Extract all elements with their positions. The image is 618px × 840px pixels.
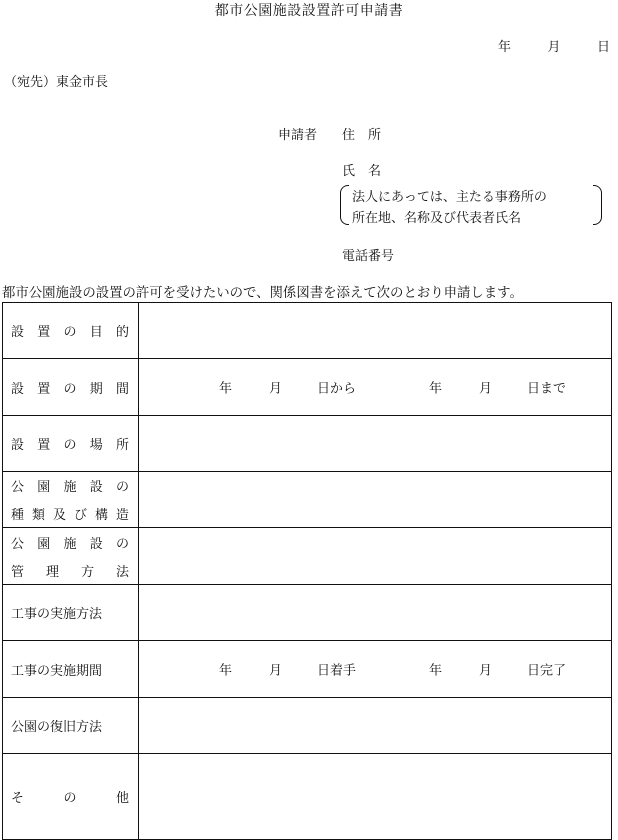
date-line [498, 36, 610, 55]
period-start-month: 月 [269, 381, 283, 397]
table-row [3, 641, 612, 698]
date-year[interactable]: 年 [498, 40, 512, 55]
date-month[interactable]: 月 [547, 40, 561, 55]
construction-start-year: 年 [219, 663, 233, 679]
period-start-year: 年 [219, 381, 233, 397]
purpose-label: 設 置 の 目 的 [3, 303, 139, 359]
table-row [3, 416, 612, 472]
phone-label[interactable]: 電話番号 [342, 249, 395, 264]
table-row [3, 472, 612, 528]
table-row [3, 754, 612, 840]
period-start-day: 日から [317, 381, 357, 397]
table-row [3, 303, 612, 359]
period-end-day: 日まで [527, 381, 567, 397]
construction-end-day: 日完了 [527, 663, 567, 679]
table-row [3, 528, 612, 585]
date-day[interactable]: 日 [596, 40, 610, 55]
application-statement: 都市公園施設の設置の許可を受けたいので、関係図書を添えて次のとおり申請します。 [2, 286, 523, 301]
table-row [3, 698, 612, 754]
name-label[interactable]: 氏 名 [342, 164, 382, 179]
period-end-year: 年 [429, 381, 443, 397]
left-bracket [340, 185, 349, 225]
other-field[interactable] [139, 754, 612, 840]
facility-type-field[interactable] [139, 472, 612, 528]
location-field[interactable] [139, 416, 612, 472]
construction-start-month: 月 [269, 663, 283, 679]
address-label[interactable]: 住 所 [342, 128, 382, 143]
period-label: 設 置 の 期 間 [3, 359, 139, 416]
document-title: 都市公園施設設置許可申請書 [214, 3, 404, 19]
other-label: そ の 他 [3, 754, 139, 840]
corporate-note [340, 182, 602, 226]
corporate-note-line2: 所在地、名称及び代表者氏名 [352, 211, 522, 226]
addressee: （宛先）東金市長 [4, 75, 109, 90]
construction-end-month: 月 [479, 663, 493, 679]
construction-method-label: 工事の実施方法 [3, 585, 139, 641]
construction-period-field[interactable] [139, 641, 612, 698]
construction-start-day: 日着手 [317, 663, 357, 679]
management-label: 公 園 施 設 の 管 理 方 法 [3, 528, 139, 585]
management-field[interactable] [139, 528, 612, 585]
corporate-note-line1: 法人にあっては、主たる事務所の [352, 190, 547, 205]
restoration-label: 公園の復旧方法 [3, 698, 139, 754]
restoration-field[interactable] [139, 698, 612, 754]
facility-type-label: 公 園 施 設 の 種 類 及 び 構 造 [3, 472, 139, 528]
period-end-month: 月 [479, 381, 493, 397]
right-bracket [593, 185, 602, 225]
application-table [2, 302, 612, 840]
location-label: 設 置 の 場 所 [3, 416, 139, 472]
construction-period-label: 工事の実施期間 [3, 641, 139, 698]
purpose-field[interactable] [139, 303, 612, 359]
applicant-label: 申請者 [278, 128, 318, 143]
construction-end-year: 年 [429, 663, 443, 679]
period-field[interactable] [139, 359, 612, 416]
table-row [3, 359, 612, 416]
construction-method-field[interactable] [139, 585, 612, 641]
table-row [3, 585, 612, 641]
